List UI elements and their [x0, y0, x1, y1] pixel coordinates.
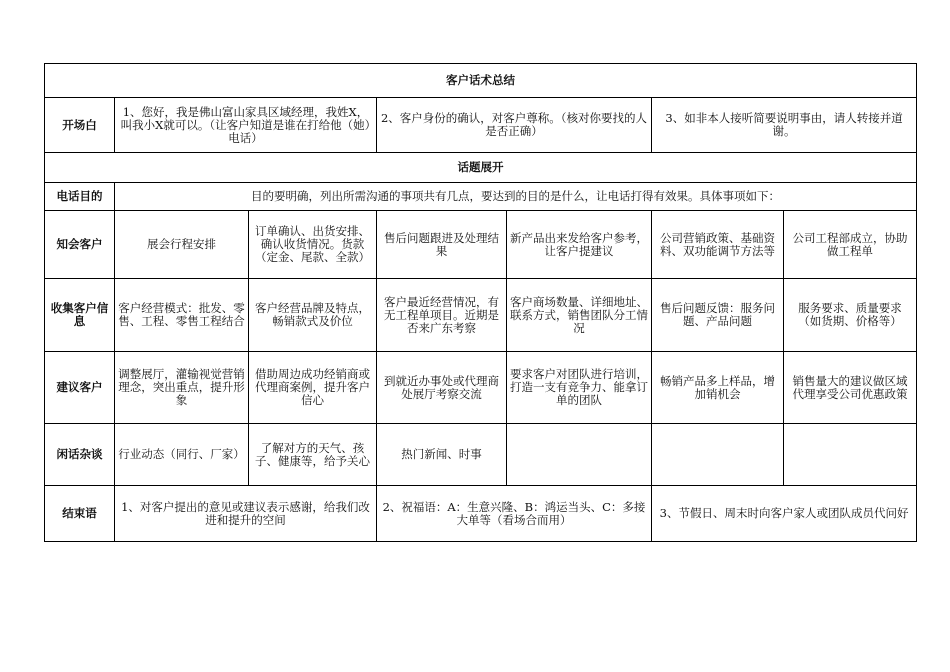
- inform-item-1: 展会行程安排: [115, 211, 249, 279]
- section-row: [45, 153, 917, 183]
- chat-empty-cell: [652, 424, 784, 486]
- inform-label: 知会客户: [45, 211, 115, 279]
- chat-item-2: 了解对方的天气、孩子、健康等，给予关心: [249, 424, 377, 486]
- chat-item-1: 行业动态（同行、厂家）: [115, 424, 249, 486]
- chat-item-3: 热门新闻、时事: [377, 424, 507, 486]
- script-summary-table: [44, 63, 917, 542]
- collect-item-1: 客户经营模式：批发、零售、工程、零售工程结合: [115, 279, 249, 352]
- suggest-row: [45, 352, 917, 424]
- opening-item-3: 3、如非本人接听简要说明事由，请人转接并道谢。: [652, 98, 917, 153]
- closing-label: 结束语: [45, 486, 115, 542]
- inform-item-4: 新产品出来发给客户参考，让客户提建议: [507, 211, 652, 279]
- inform-item-2: 订单确认、出货安排、确认收货情况。货款（定金、尾款、全款）: [249, 211, 377, 279]
- collect-item-2: 客户经营品牌及特点，畅销款式及价位: [249, 279, 377, 352]
- collect-item-5: 售后问题反馈：服务问题、产品问题: [652, 279, 784, 352]
- suggest-label: 建议客户: [45, 352, 115, 424]
- inform-item-3: 售后问题跟进及处理结果: [377, 211, 507, 279]
- collect-row: [45, 279, 917, 352]
- chat-empty-cell: [507, 424, 652, 486]
- inform-item-5: 公司营销政策、基础资料、双功能调节方法等: [652, 211, 784, 279]
- purpose-label: 电话目的: [45, 183, 115, 211]
- collect-item-4: 客户商场数量、详细地址、联系方式，销售团队分工情况: [507, 279, 652, 352]
- inform-item-6: 公司工程部成立，协助做工程单: [784, 211, 917, 279]
- closing-item-2: 2、祝福语：A：生意兴隆、B：鸿运当头、C：多接大单等（看场合而用）: [377, 486, 652, 542]
- opening-item-1: 1、您好，我是佛山富山家具区域经理，我姓X，叫我小X就可以。（让客户知道是谁在打给他（她）电话）: [115, 98, 377, 153]
- collect-item-3: 客户最近经营情况，有无工程单项目。近期是否来广东考察: [377, 279, 507, 352]
- chat-label: 闲话杂谈: [45, 424, 115, 486]
- opening-row: [45, 98, 917, 153]
- page-title: 客户话术总结: [45, 64, 917, 98]
- collect-item-6: 服务要求、质量要求（如货期、价格等）: [784, 279, 917, 352]
- suggest-item-3: 到就近办事处或代理商处展厅考察交流: [377, 352, 507, 424]
- opening-label: 开场白: [45, 98, 115, 153]
- suggest-item-2: 借助周边成功经销商或代理商案例，提升客户信心: [249, 352, 377, 424]
- purpose-row: [45, 183, 917, 211]
- suggest-item-4: 要求客户对团队进行培训，打造一支有竞争力、能拿订单的团队: [507, 352, 652, 424]
- closing-item-3: 3、节假日、周末时向客户家人或团队成员代问好: [652, 486, 917, 542]
- inform-row: [45, 211, 917, 279]
- closing-item-1: 1、对客户提出的意见或建议表示感谢，给我们改进和提升的空间: [115, 486, 377, 542]
- suggest-item-6: 销售量大的建议做区域代理享受公司优惠政策: [784, 352, 917, 424]
- opening-item-2: 2、客户身份的确认，对客户尊称。（核对你要找的人是否正确）: [377, 98, 652, 153]
- closing-row: [45, 486, 917, 542]
- title-row: [45, 64, 917, 98]
- chat-empty-cell: [784, 424, 917, 486]
- chat-row: [45, 424, 917, 486]
- collect-label: 收集客户信息: [45, 279, 115, 352]
- section-title: 话题展开: [45, 153, 917, 183]
- suggest-item-1: 调整展厅，灌输视觉营销理念，突出重点，提升形象: [115, 352, 249, 424]
- suggest-item-5: 畅销产品多上样品，增加销机会: [652, 352, 784, 424]
- purpose-text: 目的要明确，列出所需沟通的事项共有几点，要达到的目的是什么，让电话打得有效果。具体事项如下：: [115, 183, 917, 211]
